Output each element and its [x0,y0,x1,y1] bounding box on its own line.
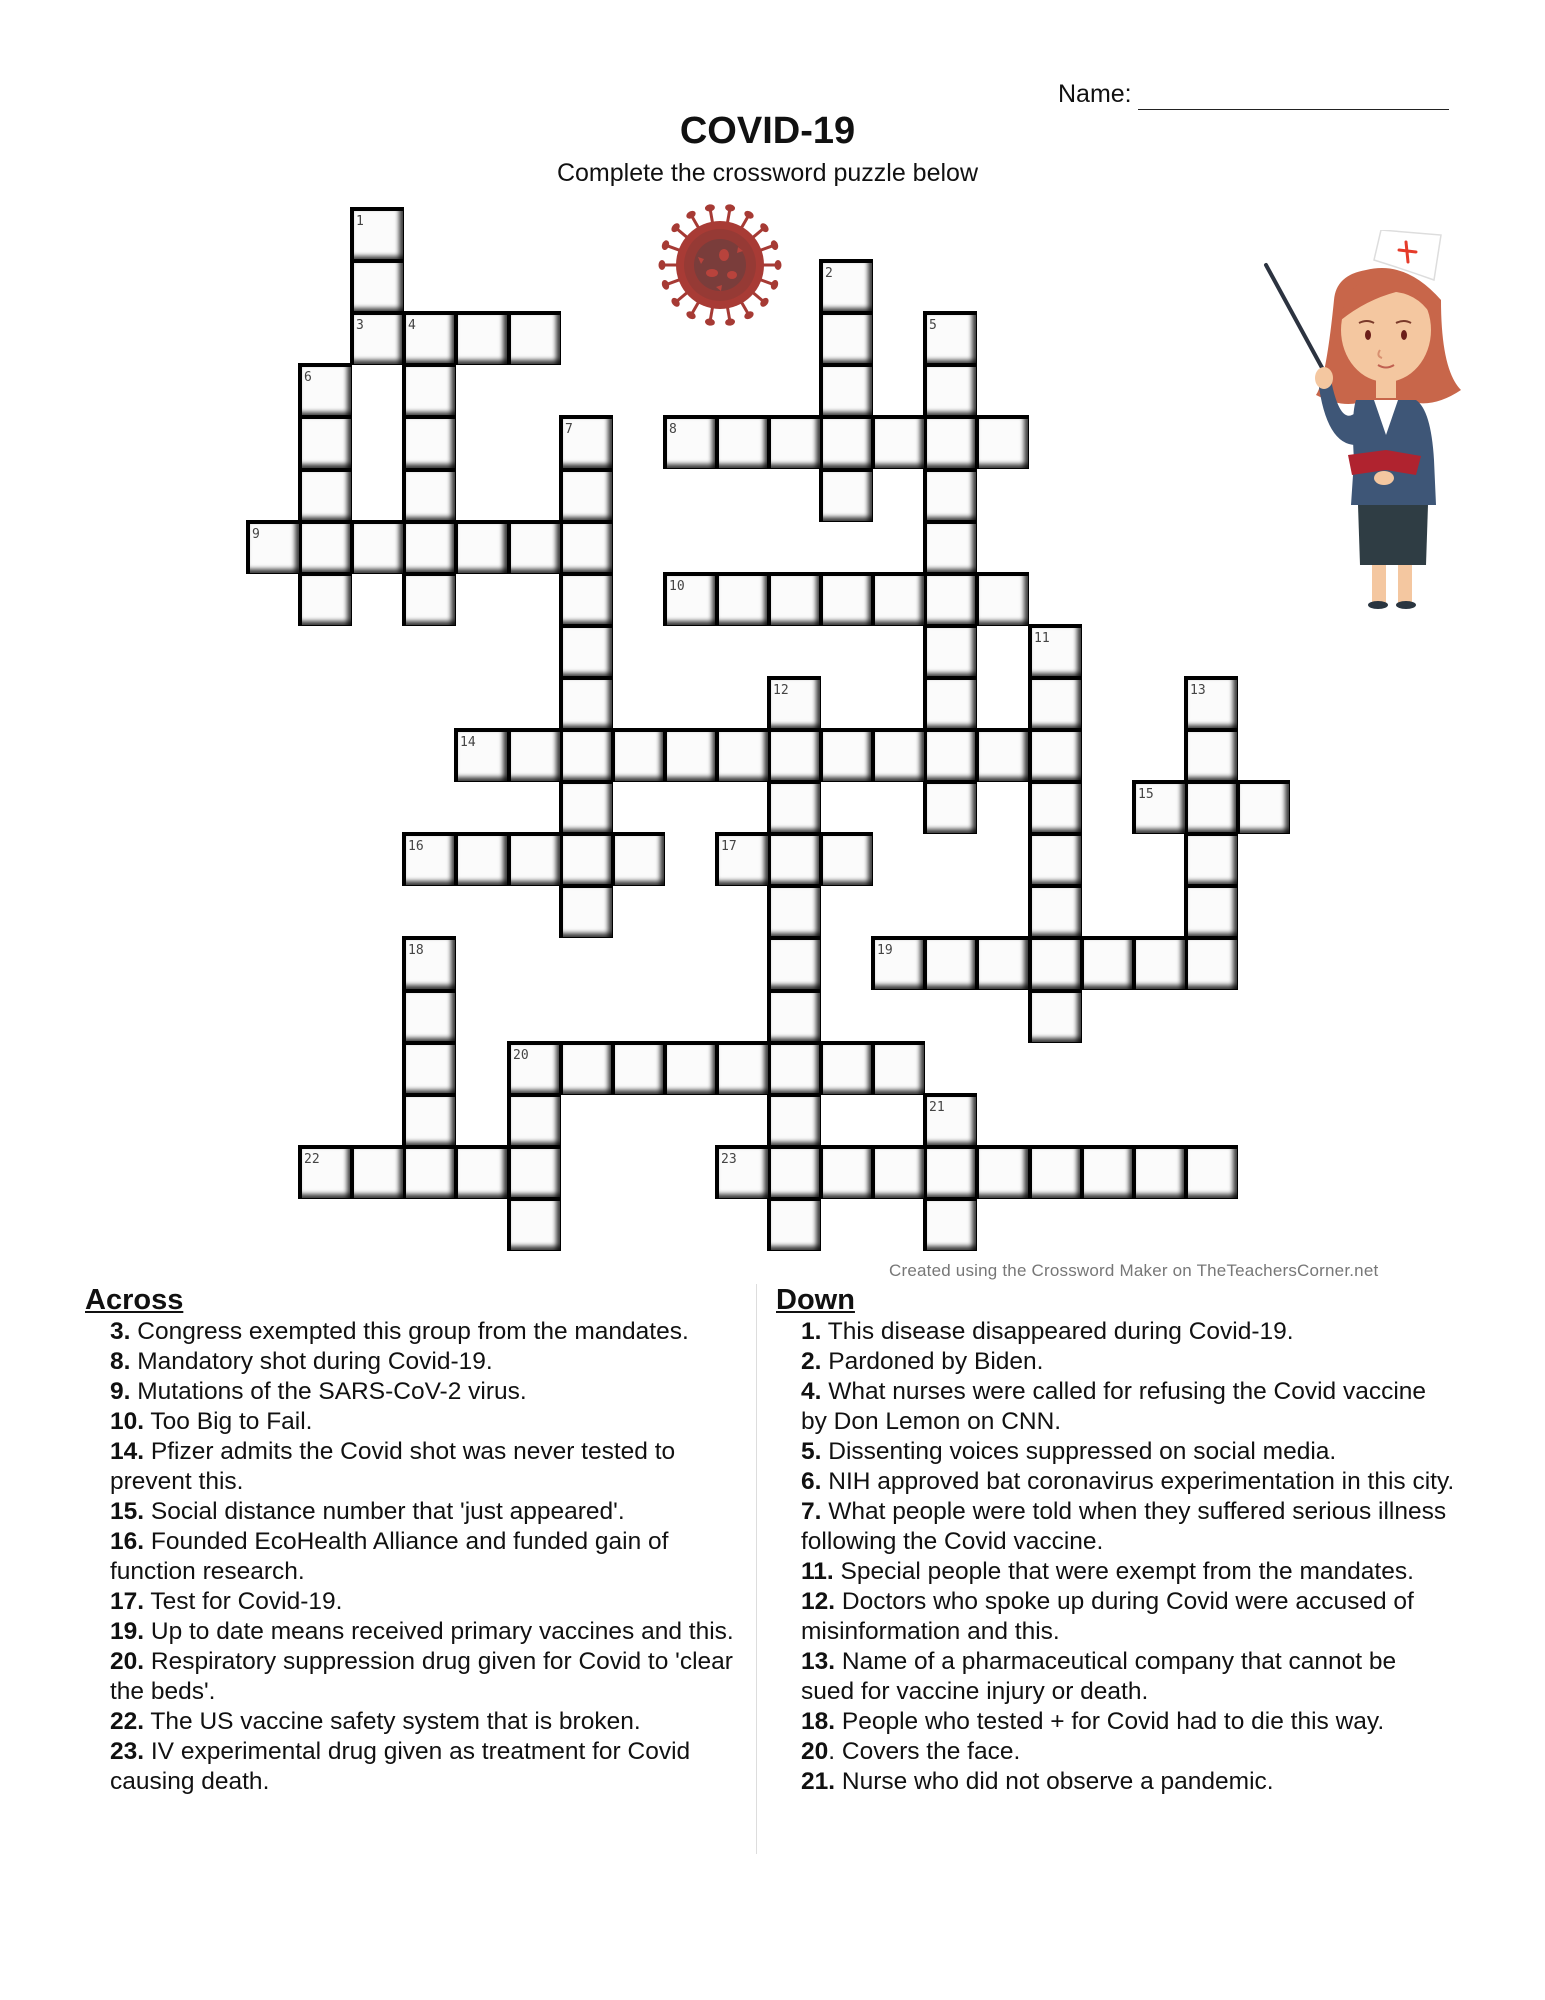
across-clue-item [110,1707,755,1737]
clue-number: 3 [356,318,364,333]
down-clue-item [801,1737,1456,1767]
crossword-cell[interactable] [351,260,403,312]
crossword-cell[interactable] [508,1094,560,1146]
crossword-cell[interactable] [299,1146,351,1198]
crossword-cell[interactable] [1185,937,1237,989]
crossword-cell[interactable] [1133,781,1185,833]
crossword-cell[interactable] [768,416,820,468]
down-clue-item [801,1767,1456,1797]
across-header: Across [85,1284,184,1316]
clue-number: 7. [801,1498,822,1525]
clue-number: 16 [408,839,424,854]
crossword-cell[interactable] [455,521,507,573]
clue-number: 13 [1190,683,1206,698]
crossword-cell[interactable] [768,729,820,781]
clue-number: 9 [252,527,260,542]
crossword-cell[interactable] [924,469,976,521]
clue-number: 14. [110,1438,145,1465]
clue-number: 20 [513,1048,529,1063]
down-clue-item [801,1467,1456,1497]
crossword-cell[interactable] [560,885,612,937]
crossword-cell[interactable] [924,1198,976,1250]
crossword-cell[interactable] [924,312,976,364]
crossword-cell[interactable] [1029,833,1081,885]
crossword-cell[interactable] [403,573,455,625]
down-clue-item [801,1707,1456,1737]
clue-number: 18. [801,1708,836,1735]
across-clue-item [110,1617,755,1647]
crossword-cell[interactable] [1133,937,1185,989]
crossword-cell[interactable] [716,729,768,781]
crossword-cell[interactable] [820,1146,872,1198]
crossword-cell[interactable] [820,729,872,781]
crossword-cell[interactable] [768,937,820,989]
crossword-cell[interactable] [1029,625,1081,677]
clue-number: 3. [110,1318,131,1345]
crossword-cell[interactable] [1185,885,1237,937]
crossword-cell[interactable] [455,1146,507,1198]
across-clue-item [110,1587,755,1617]
crossword-cell[interactable] [820,364,872,416]
crossword-cell[interactable] [403,469,455,521]
clue-text: Pardoned by Biden. [821,1348,1044,1375]
crossword-cell[interactable] [612,729,664,781]
clue-text: Nurse who did not observe a pandemic. [835,1768,1274,1795]
crossword-cell[interactable] [299,469,351,521]
crossword-cell[interactable] [1029,781,1081,833]
crossword-cell[interactable] [924,781,976,833]
clue-text: NIH approved bat coronavirus experimentation in this city. [821,1468,1455,1495]
crossword-cell[interactable] [1133,1146,1185,1198]
crossword-cell[interactable] [924,1094,976,1146]
clue-text: The US vaccine safety system that is broken. [144,1708,641,1735]
crossword-cell[interactable] [560,833,612,885]
clue-text: . Covers the face. [828,1738,1021,1765]
down-clue-item [801,1317,1456,1347]
crossword-cell[interactable] [351,1146,403,1198]
crossword-cell[interactable] [351,521,403,573]
crossword-cell[interactable] [560,1042,612,1094]
crossword-cell[interactable] [768,1042,820,1094]
crossword-cell[interactable] [924,573,976,625]
crossword-cell[interactable] [664,729,716,781]
crossword-cell[interactable] [924,521,976,573]
clue-text: Founded EcoHealth Alliance and funded gain of function research. [110,1528,669,1585]
across-clues [85,1283,755,1797]
clue-number: 15 [1138,787,1154,802]
clue-text: Mutations of the SARS-CoV-2 virus. [130,1378,527,1405]
crossword-cell[interactable] [924,364,976,416]
clue-number: 20. [110,1648,145,1675]
clue-number: 18 [408,943,424,958]
virus-icon [655,200,785,330]
crossword-cell[interactable] [1029,1146,1081,1198]
crossword-cell[interactable] [508,833,560,885]
column-divider [756,1284,757,1854]
crossword-cell[interactable] [924,416,976,468]
crossword-cell[interactable] [1185,729,1237,781]
clue-text: Pfizer admits the Covid shot was never tested to prevent this. [110,1438,676,1495]
crossword-cell[interactable] [299,416,351,468]
clue-number: 11. [801,1558,834,1585]
clue-number: 21. [801,1768,836,1795]
down-clue-item [801,1377,1456,1437]
clue-number: 22 [304,1152,320,1167]
clue-number: 9. [110,1378,131,1405]
crossword-cell[interactable] [560,729,612,781]
crossword-cell[interactable] [768,677,820,729]
clue-number: 5 [929,318,937,333]
clue-text: Doctors who spoke up during Covid were accused of misinformation and this. [801,1588,1414,1645]
crossword-cell[interactable] [820,833,872,885]
crossword-cell[interactable] [455,833,507,885]
crossword-cell[interactable] [820,469,872,521]
down-header: Down [776,1284,855,1316]
clue-number: 5. [801,1438,822,1465]
crossword-cell[interactable] [1029,677,1081,729]
down-clue-item [801,1587,1456,1647]
clue-number: 4. [801,1378,822,1405]
crossword-cell[interactable] [508,1198,560,1250]
clue-number: 2 [825,266,833,281]
clue-number: 23. [110,1738,145,1765]
crossword-cell[interactable] [1237,781,1289,833]
crossword-cell[interactable] [976,1146,1028,1198]
crossword-cell[interactable] [1081,937,1133,989]
crossword-cell[interactable] [351,208,403,260]
crossword-cell[interactable] [820,260,872,312]
crossword-cell[interactable] [716,416,768,468]
clue-number: 10. [110,1408,145,1435]
crossword-cell[interactable] [924,625,976,677]
clue-number: 15. [110,1498,145,1525]
across-clue-item [110,1407,755,1437]
clue-text: What people were told when they suffered serious illness following the Covid vaccine. [801,1498,1447,1555]
crossword-cell[interactable] [560,573,612,625]
clue-text: Congress exempted this group from the mandates. [130,1318,689,1345]
crossword-cell[interactable] [1185,781,1237,833]
crossword-cell[interactable] [403,937,455,989]
crossword-cell[interactable] [612,1042,664,1094]
clue-text: Name of a pharmaceutical company that cannot be sued for vaccine injury or death. [801,1648,1397,1705]
clue-text: This disease disappeared during Covid-19. [821,1318,1294,1345]
crossword-cell[interactable] [820,416,872,468]
crossword-cell[interactable] [508,1042,560,1094]
across-clue-item [110,1527,755,1587]
clue-number: 1 [356,214,364,229]
clue-text: Special people that were exempt from the mandates. [833,1558,1414,1585]
crossword-cell[interactable] [716,573,768,625]
across-clue-list [85,1317,755,1797]
name-label: Name: [1058,80,1132,108]
across-clue-item [110,1437,755,1497]
across-clue-item [110,1647,755,1707]
crossword-cell[interactable] [299,521,351,573]
crossword-cell[interactable] [768,1094,820,1146]
crossword-cell[interactable] [820,573,872,625]
crossword-cell[interactable] [976,573,1028,625]
down-clue-item [801,1647,1456,1707]
crossword-cell[interactable] [508,1146,560,1198]
crossword-cell[interactable] [716,833,768,885]
clue-number: 6 [304,370,312,385]
crossword-cell[interactable] [560,469,612,521]
crossword-cell[interactable] [351,312,403,364]
page-subtitle: Complete the crossword puzzle below [556,159,979,187]
crossword-cell[interactable] [768,781,820,833]
crossword-cell[interactable] [768,990,820,1042]
clue-number: 20 [801,1738,829,1765]
crossword-cell[interactable] [403,1094,455,1146]
crossword-cell[interactable] [508,521,560,573]
crossword-cell[interactable] [872,1042,924,1094]
crossword-cell[interactable] [508,729,560,781]
crossword-cell[interactable] [664,573,716,625]
crossword-cell[interactable] [820,312,872,364]
crossword-cell[interactable] [872,416,924,468]
clue-number: 8. [110,1348,131,1375]
down-clue-list [776,1317,1456,1797]
clue-number: 16. [110,1528,145,1555]
crossword-cell[interactable] [1081,1146,1133,1198]
clue-text: IV experimental drug given as treatment for Covid causing death. [110,1738,691,1795]
credit-text: Created using the Crossword Maker on TheTeachersCorner.net [889,1261,1379,1280]
crossword-cell[interactable] [820,1042,872,1094]
across-clue-item [110,1377,755,1407]
crossword-cell[interactable] [1185,833,1237,885]
down-clue-item [801,1497,1456,1557]
crossword-cell[interactable] [664,1042,716,1094]
across-clue-item [110,1497,755,1527]
crossword-cell[interactable] [403,833,455,885]
crossword-cell[interactable] [924,937,976,989]
crossword-cell[interactable] [924,1146,976,1198]
crossword-cell[interactable] [560,521,612,573]
crossword-cell[interactable] [924,729,976,781]
crossword-cell[interactable] [403,1042,455,1094]
clue-number: 22. [110,1708,145,1735]
crossword-cell[interactable] [976,937,1028,989]
clue-number: 19 [877,943,893,958]
clue-text: Up to date means received primary vaccines and this. [144,1618,734,1645]
clue-number: 14 [460,735,476,750]
crossword-cell[interactable] [1029,729,1081,781]
crossword-cell[interactable] [716,1042,768,1094]
crossword-cell[interactable] [403,1146,455,1198]
clue-number: 8 [669,422,677,437]
crossword-cell[interactable] [1029,885,1081,937]
crossword-cell[interactable] [768,833,820,885]
across-clue-item [110,1737,755,1797]
clue-number: 1. [801,1318,822,1345]
clue-number: 10 [669,579,685,594]
clue-number: 23 [721,1152,737,1167]
crossword-cell[interactable] [455,729,507,781]
clue-number: 7 [565,422,573,437]
crossword-cell[interactable] [872,729,924,781]
clue-number: 2. [801,1348,822,1375]
crossword-cell[interactable] [1185,677,1237,729]
clue-number: 4 [408,318,416,333]
down-clue-item [801,1437,1456,1467]
crossword-cell[interactable] [768,885,820,937]
across-clue-item [110,1317,755,1347]
crossword-cell[interactable] [768,573,820,625]
page-title: COVID-19 [679,110,856,152]
crossword-cell[interactable] [299,573,351,625]
crossword-cell[interactable] [872,1146,924,1198]
crossword-cell[interactable] [768,1146,820,1198]
crossword-cell[interactable] [403,364,455,416]
crossword-cell[interactable] [1029,990,1081,1042]
clue-number: 12 [773,683,789,698]
crossword-cell[interactable] [924,677,976,729]
clue-text: People who tested + for Covid had to die this way. [835,1708,1385,1735]
crossword-cell[interactable] [247,521,299,573]
across-clue-item [110,1347,755,1377]
clue-number: 17. [110,1588,145,1615]
crossword-cell[interactable] [560,625,612,677]
clue-number: 17 [721,839,737,854]
clue-text: Too Big to Fail. [144,1408,313,1435]
crossword-cell[interactable] [403,312,455,364]
clue-text: What nurses were called for refusing the Covid vaccine by Don Lemon on CNN. [801,1378,1427,1435]
crossword-cell[interactable] [976,416,1028,468]
crossword-cell[interactable] [560,677,612,729]
clue-number: 13. [801,1648,836,1675]
clue-text: Mandatory shot during Covid-19. [130,1348,493,1375]
crossword-cell[interactable] [664,416,716,468]
clue-text: Social distance number that 'just appeared'. [144,1498,625,1525]
down-clue-item [801,1347,1456,1377]
crossword-cell[interactable] [403,990,455,1042]
crossword-cell[interactable] [1029,937,1081,989]
down-clue-item [801,1557,1456,1587]
crossword-cell[interactable] [872,937,924,989]
crossword-cell[interactable] [872,573,924,625]
crossword-cell[interactable] [455,312,507,364]
clue-text: Respiratory suppression drug given for Covid to 'clear the beds'. [110,1648,733,1705]
crossword-cell[interactable] [299,364,351,416]
crossword-cell[interactable] [508,312,560,364]
clue-number: 6. [801,1468,822,1495]
crossword-cell[interactable] [403,416,455,468]
down-clues [776,1283,1456,1797]
crossword-cell[interactable] [976,729,1028,781]
crossword-cell[interactable] [612,833,664,885]
clue-number: 12. [801,1588,836,1615]
crossword-cell[interactable] [403,521,455,573]
crossword-cell[interactable] [1185,1146,1237,1198]
nurse-illustration [1256,230,1476,610]
crossword-cell[interactable] [716,1146,768,1198]
clue-text: Test for Covid-19. [144,1588,343,1615]
crossword-cell[interactable] [768,1198,820,1250]
clue-number: 19. [110,1618,145,1645]
clue-number: 21 [929,1100,945,1115]
crossword-cell[interactable] [560,781,612,833]
clue-number: 11 [1034,631,1050,646]
crossword-cell[interactable] [560,416,612,468]
clue-text: Dissenting voices suppressed on social media. [821,1438,1337,1465]
